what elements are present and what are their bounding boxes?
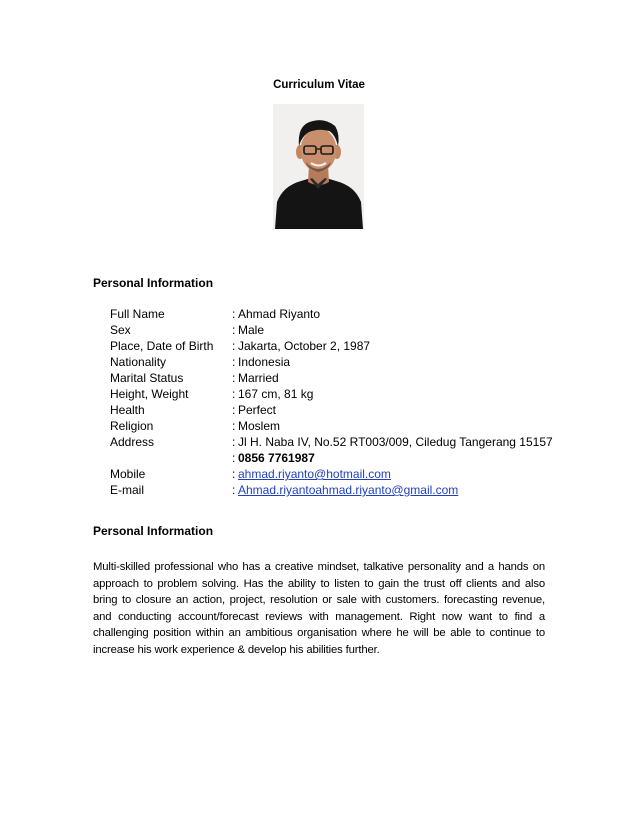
separator: : — [232, 435, 236, 449]
separator: : — [232, 355, 236, 369]
separator: : — [232, 483, 236, 497]
sex-label: Sex — [110, 323, 131, 337]
nationality-value: Indonesia — [238, 355, 291, 369]
address-value: Jl H. Naba IV, No.52 RT003/009, Ciledug Tangerang 15157 — [238, 435, 553, 449]
table-row — [110, 466, 553, 482]
nationality-label: Nationality — [110, 355, 167, 369]
height-weight-label: Height, Weight — [110, 387, 189, 401]
profile-photo — [273, 104, 364, 229]
marital-status-value: Married — [238, 371, 279, 385]
email-link[interactable]: Ahmad.riyantoahmad.riyanto@gmail.com — [238, 483, 459, 497]
table-row — [110, 386, 553, 402]
table-row — [110, 354, 553, 370]
phone-value: 0856 7761987 — [238, 451, 315, 465]
table-row — [110, 402, 553, 418]
email-label: E-mail — [110, 483, 145, 497]
separator: : — [232, 387, 236, 401]
person-portrait-icon — [273, 104, 364, 229]
table-row — [110, 482, 553, 498]
separator: : — [232, 467, 236, 481]
table-row — [110, 338, 553, 354]
health-label: Health — [110, 403, 145, 417]
table-row — [110, 322, 553, 338]
separator: : — [232, 371, 236, 385]
page-title: Curriculum Vitae — [273, 79, 365, 91]
table-row — [110, 434, 553, 450]
sex-value: Male — [238, 323, 265, 337]
table-row — [110, 306, 553, 322]
full-name-value: Ahmad Riyanto — [238, 307, 321, 321]
separator: : — [232, 307, 236, 321]
table-row — [110, 450, 553, 466]
separator: : — [232, 339, 236, 353]
religion-value: Moslem — [238, 419, 281, 433]
full-name-label: Full Name — [110, 307, 165, 321]
personal-info-table — [110, 306, 553, 498]
table-row — [110, 370, 553, 386]
health-value: Perfect — [238, 403, 277, 417]
height-weight-value: 167 cm, 81 kg — [238, 387, 314, 401]
birth-value: Jakarta, October 2, 1987 — [238, 339, 371, 353]
birth-label: Place, Date of Birth — [110, 339, 214, 353]
address-label: Address — [110, 435, 155, 449]
summary-paragraph: Multi-skilled professional who has a creative mindset, talkative personality and a hands on approach to problem solving. Has the ability to listen to gain the trust off clients and also bring to closure an action, project, resolution or sale with customers. forecasting revenue, and conducting account/forecast reviews with management. Right now want to find a challenging position within an ambitious organisation where he will be able to continue to increase his work experience & develop his abilities further. — [93, 561, 545, 656]
religion-label: Religion — [110, 419, 154, 433]
marital-status-label: Marital Status — [110, 371, 184, 385]
separator: : — [232, 403, 236, 417]
table-row — [110, 418, 553, 434]
phone-label — [110, 450, 232, 466]
separator: : — [232, 419, 236, 433]
separator: : — [232, 451, 236, 465]
mobile-label: Mobile — [110, 467, 146, 481]
separator: : — [232, 323, 236, 337]
mobile-email-link[interactable]: ahmad.riyanto@hotmail.com — [238, 467, 391, 481]
summary-heading: Personal Information — [93, 524, 214, 538]
personal-information-heading: Personal Information — [93, 276, 214, 290]
